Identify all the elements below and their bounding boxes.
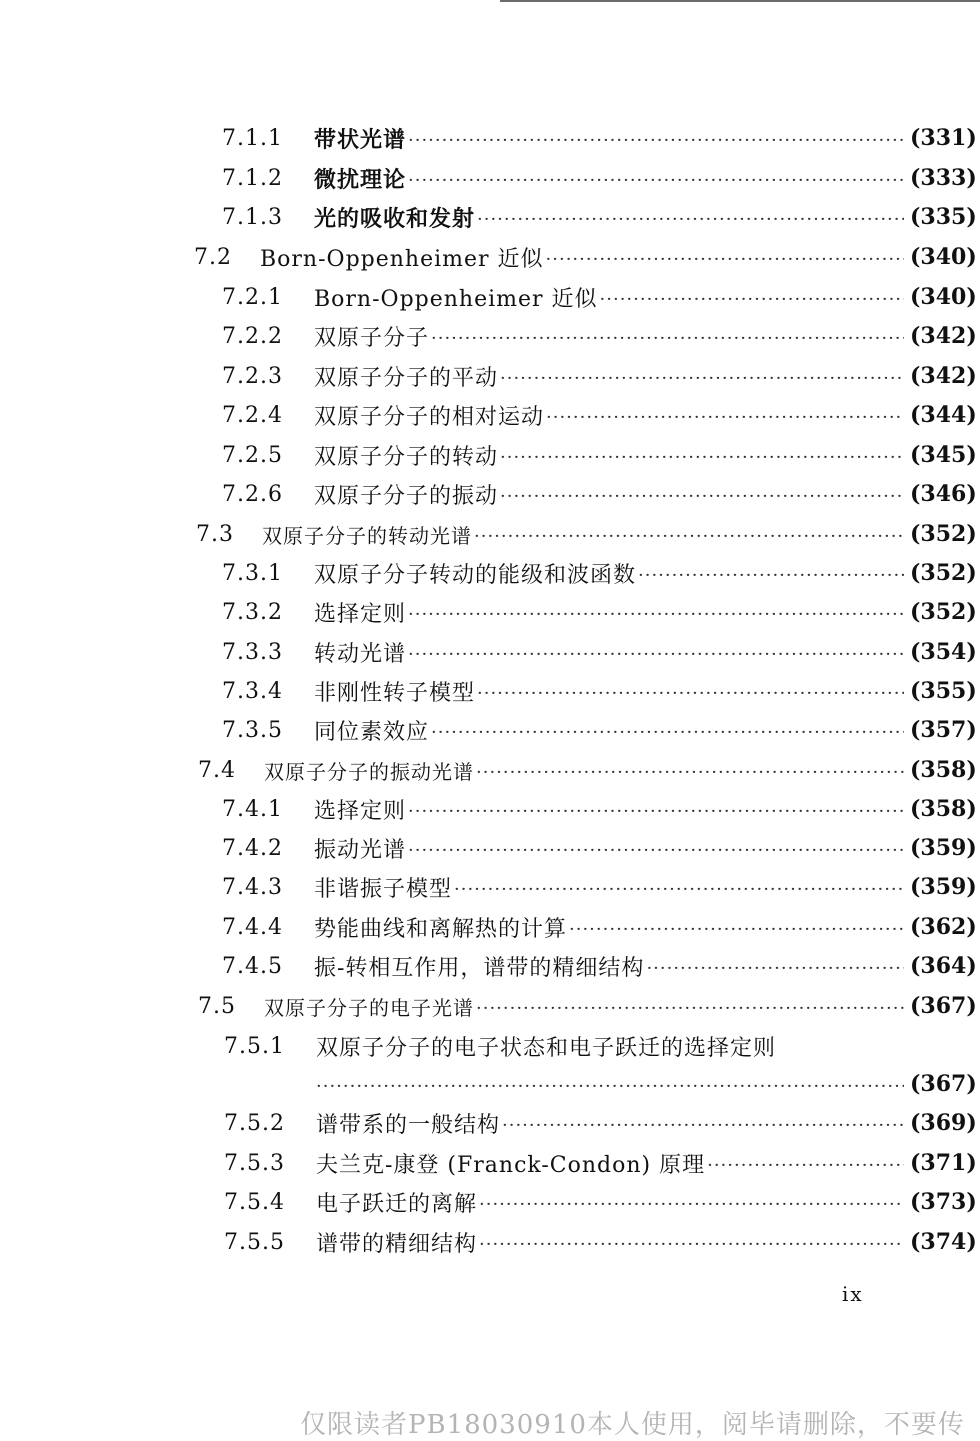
dot-leader [477,683,904,704]
dot-leader [408,840,904,861]
entry-page: (359) [910,874,977,900]
entry-title: 光的吸收和发射 [314,205,476,232]
dot-leader [479,1194,904,1215]
entry-title: 双原子分子的转动 [314,444,499,470]
entry-title: 谱带系的一般结构 [316,1112,501,1138]
entry-title: 微扰理论 [314,166,407,193]
entry-page: (369) [910,1110,977,1136]
entry-page: (373) [910,1189,977,1215]
toc-entry [0,830,980,866]
entry-number: 7.5.1 [224,1033,285,1059]
entry-title: 带状光谱 [314,126,407,153]
entry-number: 7.2.2 [222,323,283,349]
watermark-text: 仅限读者PB18030910本人使用，阅毕请删除，不要传 [300,1410,965,1440]
toc-entry [0,160,980,196]
section-page: (352) [910,521,977,547]
entry-page: (352) [910,560,977,586]
toc-entry [0,555,980,591]
entry-title: 转动光谱 [314,641,407,667]
entry-title: 双原子分子的电子状态和电子跃迁的选择定则 [316,1035,777,1061]
entry-page: (357) [910,717,977,743]
entry-number: 7.4.4 [222,914,283,940]
section-title: Born-Oppenheimer 近似 [260,246,544,272]
toc-entry-continuation [0,1066,980,1102]
section-title: 双原子分子的振动光谱 [264,759,474,784]
entry-page: (344) [910,402,977,428]
entry-page: (364) [910,953,977,979]
entry-number: 7.2.4 [222,402,283,428]
entry-title: Born-Oppenheimer 近似 [314,286,598,312]
dot-leader [502,1115,904,1136]
entry-title: 双原子分子的振动 [314,483,499,509]
entry-title: 电子跃迁的离解 [316,1191,478,1217]
entry-number: 7.4.1 [222,796,283,822]
entry-page: (371) [910,1150,977,1176]
entry-title: 双原子分子 [314,325,430,351]
top-rule [500,0,980,2]
entry-title: 双原子分子的平动 [314,365,499,391]
entry-number: 7.1.2 [222,165,283,191]
toc-entry [0,1145,980,1181]
toc-entry [0,437,980,473]
entry-page: (359) [910,835,977,861]
toc-entry [0,358,980,394]
dot-leader [474,526,904,547]
entry-page: (354) [910,639,977,665]
toc-entry [0,594,980,630]
entry-number: 7.3.2 [222,599,283,625]
dot-leader [546,407,904,428]
dot-leader [477,209,904,230]
section-title: 双原子分子的转动光谱 [262,523,472,548]
entry-number: 7.1.3 [222,204,283,230]
entry-number: 7.3.5 [222,717,283,743]
toc-entry [0,1184,980,1220]
entry-page: (362) [910,914,977,940]
section-title: 双原子分子的电子光谱 [264,995,474,1020]
entry-page: (331) [910,125,977,151]
section-page: (340) [910,244,977,270]
dot-leader [454,879,904,900]
entry-number: 7.3.4 [222,678,283,704]
entry-page: (342) [910,323,977,349]
toc-entry [0,909,980,945]
dot-leader [646,958,904,979]
section-number: 7.2 [194,244,232,270]
entry-page: (342) [910,363,977,389]
entry-page: (374) [910,1229,977,1255]
toc-entry [0,1028,980,1064]
dot-leader [431,722,904,743]
section-number: 7.3 [196,521,234,547]
entry-number: 7.1.1 [222,125,283,151]
dot-leader [408,604,904,625]
entry-number: 7.2.3 [222,363,283,389]
dot-leader [500,486,904,507]
toc-entry [0,1224,980,1260]
toc-entry [0,673,980,709]
entry-page: (367) [910,1071,977,1097]
section-page: (358) [910,757,977,783]
toc-section [0,988,980,1024]
entry-page: (345) [910,442,977,468]
entry-title: 选择定则 [314,798,407,824]
dot-leader [638,565,904,586]
toc-entry [0,712,980,748]
toc-section [0,752,980,788]
toc-entry [0,869,980,905]
toc-entry [0,199,980,235]
entry-title: 选择定则 [314,601,407,627]
dot-leader [546,249,904,270]
entry-title: 振-转相互作用，谱带的精细结构 [314,955,645,981]
entry-number: 7.4.3 [222,874,283,900]
page-number: ix [842,1282,864,1306]
entry-number: 7.2.6 [222,481,283,507]
toc-entry [0,120,980,156]
toc-section [0,239,980,275]
dot-leader [600,289,904,310]
dot-leader [479,1234,904,1255]
entry-page: (355) [910,678,977,704]
dot-leader [569,919,904,940]
dot-leader [431,328,904,349]
entry-number: 7.3.3 [222,639,283,665]
entry-page: (340) [910,284,977,310]
entry-page: (358) [910,796,977,822]
entry-number: 7.4.5 [222,953,283,979]
entry-number: 7.5.5 [224,1229,285,1255]
entry-number: 7.4.2 [222,835,283,861]
toc-entry [0,318,980,354]
entry-page: (335) [910,204,977,230]
entry-number: 7.2.1 [222,284,283,310]
section-number: 7.4 [198,757,236,783]
toc-entry [0,948,980,984]
dot-leader [476,762,904,783]
section-number: 7.5 [198,993,236,1019]
entry-title: 夫兰克-康登 (Franck-Condon) 原理 [316,1152,706,1178]
dot-leader [476,998,904,1019]
dot-leader [316,1076,904,1097]
dot-leader [500,368,904,389]
toc-entry [0,476,980,512]
entry-number: 7.3.1 [222,560,283,586]
dot-leader [408,644,904,665]
toc-entry [0,791,980,827]
entry-title: 非刚性转子模型 [314,680,476,706]
entry-title: 谱带的精细结构 [316,1231,478,1257]
dot-leader [500,447,904,468]
entry-number: 7.5.2 [224,1110,285,1136]
entry-number: 7.5.4 [224,1189,285,1215]
entry-title: 同位素效应 [314,719,430,745]
entry-page: (333) [910,165,977,191]
dot-leader [408,130,904,151]
section-page: (367) [910,993,977,1019]
toc-entry [0,634,980,670]
entry-title: 双原子分子的相对运动 [314,404,545,430]
entry-title: 振动光谱 [314,837,407,863]
toc-entry [0,1105,980,1141]
toc-entry [0,397,980,433]
entry-number: 7.5.3 [224,1150,285,1176]
entry-title: 非谐振子模型 [314,876,453,902]
entry-title: 势能曲线和离解热的计算 [314,916,568,942]
entry-number: 7.2.5 [222,442,283,468]
entry-page: (346) [910,481,977,507]
entry-page: (352) [910,599,977,625]
dot-leader [408,801,904,822]
toc-section [0,516,980,552]
toc-entry [0,279,980,315]
dot-leader [707,1155,904,1176]
entry-title: 双原子分子转动的能级和波函数 [314,562,637,588]
dot-leader [408,170,904,191]
